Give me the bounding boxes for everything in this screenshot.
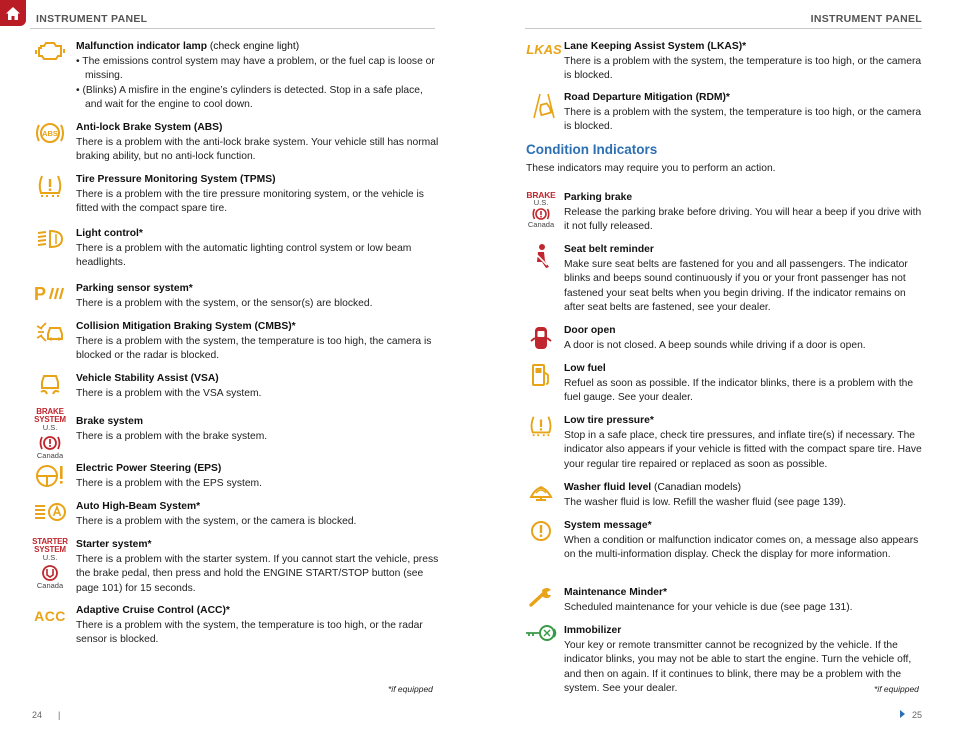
- washer-fluid-icon: [528, 481, 554, 503]
- seat-belt-icon: [529, 243, 553, 269]
- entry-title: Immobilizer: [564, 625, 622, 636]
- entry-body: There is a problem with the EPS system.: [76, 477, 262, 489]
- entry-title: Starter system*: [76, 539, 152, 550]
- entry-body: There is a problem with the anti-lock brake system. Your vehicle still has normal braking ability, but no anti-lock function.: [76, 136, 439, 163]
- entry-title: Maintenance Minder*: [564, 587, 667, 598]
- section-title-condition: Condition Indicators: [526, 142, 658, 157]
- entry-body: When a condition or malfunction indicator comes on, a message also appears on the multi-information display. Check the display for more information.: [564, 534, 919, 561]
- page-header-left: INSTRUMENT PANEL: [36, 13, 148, 25]
- parking-brake-warning-icon: [532, 207, 550, 221]
- entry-title: Adaptive Cruise Control (ACC)*: [76, 605, 230, 616]
- low-tire-pressure-icon: [528, 414, 554, 438]
- abs-icon: [35, 121, 65, 145]
- next-page-arrow-icon[interactable]: [900, 710, 905, 718]
- header-divider-left: [30, 28, 435, 29]
- parking-brake-icon: BRAKE: [526, 190, 556, 200]
- home-button[interactable]: [0, 0, 26, 26]
- entry-body: Scheduled maintenance for your vehicle is due (see page 131).: [564, 601, 853, 613]
- entry-body: A door is not closed. A beep sounds while driving if a door is open.: [564, 339, 866, 351]
- entry-title: Tire Pressure Monitoring System (TPMS): [76, 174, 276, 185]
- home-icon: [5, 6, 21, 21]
- region-label-canada: Canada: [527, 220, 555, 229]
- entry-title: Lane Keeping Assist System (LKAS)*: [564, 41, 747, 52]
- fuel-pump-icon: [530, 362, 552, 388]
- entry-title: Low fuel: [564, 363, 606, 374]
- footnote-left: *if equipped: [388, 684, 433, 694]
- entry-bullet: • The emissions control system may have a problem, or the fuel cap is loose or missing.: [76, 55, 435, 82]
- entry-title: Auto High-Beam System*: [76, 501, 201, 512]
- eps-icon: [34, 462, 66, 490]
- section-subtitle-condition: These indicators may require you to perform an action.: [526, 163, 776, 174]
- entry-body: Release the parking brake before driving. You will hear a beep if you drive with it not fully released.: [564, 206, 922, 233]
- cmbs-icon: [34, 320, 66, 344]
- footnote-right: *if equipped: [874, 684, 919, 694]
- entry-body: There is a problem with the system, the temperature is too high, or the radar sensor is blocked.: [76, 619, 423, 646]
- page-number-right: 25: [912, 710, 923, 720]
- acc-icon: ACC: [34, 608, 66, 624]
- system-message-icon: [529, 519, 553, 543]
- starter-warning-icon: [40, 564, 60, 582]
- entry-body: There is a problem with the system, the temperature is too high, or the camera is blocked.: [564, 106, 922, 133]
- tpms-icon: [36, 173, 64, 199]
- entry-title: Vehicle Stability Assist (VSA): [76, 373, 219, 384]
- entry-title: Collision Mitigation Braking System (CMBS)*: [76, 321, 296, 332]
- parking-sensor-icon-label: P: [34, 284, 47, 304]
- entry-body: There is a problem with the tire pressure monitoring system, or the vehicle is fitted with the compact spare tire.: [76, 188, 424, 215]
- entry-body: Refuel as soon as possible. If the indicator blinks, there is a problem with the fuel gauge. See your dealer.: [564, 377, 914, 404]
- entry-title: Light control*: [76, 228, 143, 239]
- vsa-icon: [37, 372, 63, 398]
- entry-title: Door open: [564, 325, 616, 336]
- entry-title: Road Departure Mitigation (RDM)*: [564, 92, 730, 103]
- entry-note: (check engine light): [207, 41, 300, 52]
- entry-title: Electric Power Steering (EPS): [76, 463, 222, 474]
- entry-body: Stop in a safe place, check tire pressures, and inflate tire(s) if necessary. The indicator also appears if your vehicle is fitted with the compact spare tire. Have your regular tire repaired or replaced as soon as possible.: [564, 429, 922, 470]
- starter-system-icon: STARTER SYSTEM: [32, 537, 68, 554]
- entry-body: There is a problem with the starter system. If you cannot start the vehicle, press the brake pedal, then press and hold the ENGINE START/STOP button (see page 101) for 15 seconds.: [76, 553, 439, 594]
- region-label-canada: Canada: [36, 451, 64, 460]
- entry-title: Malfunction indicator lamp: [76, 41, 208, 52]
- door-open-icon: [530, 324, 552, 352]
- entry-title: Washer fluid level: [564, 482, 652, 493]
- page-number-left: 24: [32, 710, 43, 720]
- region-label-us: U.S.: [42, 423, 58, 432]
- entry-body: There is a problem with the brake system.: [76, 430, 268, 442]
- entry-title: Parking brake: [564, 192, 633, 203]
- region-label-us: U.S.: [533, 198, 549, 207]
- wrench-icon: [528, 586, 554, 608]
- entry-body: There is a problem with the system, or the camera is blocked.: [76, 515, 357, 527]
- lkas-icon: LKAS: [526, 42, 562, 57]
- entry-body: Your key or remote transmitter cannot be recognized by the vehicle. If the indicator blinks, you may not be able to start the engine. Turn the vehicle off, and then on again. If it continues to blink, there may be a problem with the system. See your dealer.: [564, 639, 912, 695]
- entry-body: The washer fluid is low. Refill the washer fluid (see page 139).: [564, 496, 847, 508]
- rdm-icon: [531, 91, 557, 121]
- light-control-icon: [35, 227, 65, 251]
- entry-title: Seat belt reminder: [564, 244, 654, 255]
- entry-body: There is a problem with the system, the temperature is too high, the camera is blocked or the radar is blocked.: [76, 335, 432, 362]
- abs-icon-label: ABS: [42, 129, 58, 138]
- auto-high-beam-icon: [33, 500, 67, 524]
- entry-body: There is a problem with the system, or the sensor(s) are blocked.: [76, 297, 373, 309]
- entry-title: Anti-lock Brake System (ABS): [76, 122, 223, 133]
- region-label-us: U.S.: [42, 553, 58, 562]
- region-label-canada: Canada: [36, 581, 64, 590]
- brake-warning-icon: [39, 434, 61, 452]
- entry-body: Make sure seat belts are fastened for you and all passengers. The indicator blinks and beeps sound continuously if you or your front passenger has not fastened your seat belts when you begin driving. If the indicator remains on after seat belts are fastened, see your dealer.: [564, 258, 908, 314]
- immobilizer-key-icon: [525, 624, 559, 642]
- entry-title: Low tire pressure*: [564, 415, 654, 426]
- entry-title: Parking sensor system*: [76, 283, 193, 294]
- header-divider-right: [525, 28, 922, 29]
- page-header-right: INSTRUMENT PANEL: [810, 13, 922, 25]
- check-engine-icon: [35, 40, 65, 62]
- entry-note: (Canadian models): [651, 482, 742, 493]
- parking-sensor-icon: [32, 282, 68, 304]
- entry-title: System message*: [564, 520, 652, 531]
- entry-body: There is a problem with the system, the temperature is too high, or the camera is blocked.: [564, 55, 922, 82]
- entry-body: There is a problem with the VSA system.: [76, 387, 262, 399]
- page-number-separator: |: [58, 710, 61, 720]
- entry-body: There is a problem with the automatic lighting control system or low beam headlights.: [76, 242, 412, 269]
- brake-system-icon: BRAKE SYSTEM: [34, 407, 66, 424]
- entry-title: Brake system: [76, 416, 143, 427]
- entry-bullet: • (Blinks) A misfire in the engine’s cylinders is detected. Stop in a safe place, and wait for the engine to cool down.: [76, 84, 423, 111]
